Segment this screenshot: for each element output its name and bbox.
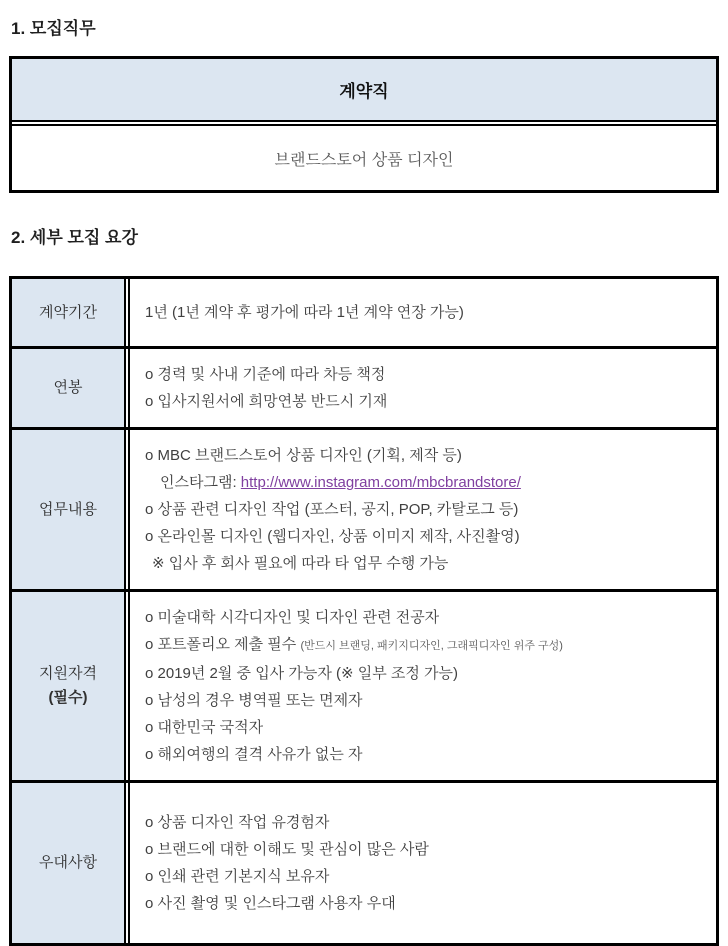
row-label-text: 연봉: [53, 379, 83, 396]
row-label-text: 업무내용: [39, 500, 97, 518]
table-row: [12, 783, 716, 943]
row-label-text: 지원자격: [39, 665, 97, 682]
content-line: [145, 809, 706, 836]
row-label-text: 계약기간: [39, 303, 97, 321]
content-text: o 상품 관련 디자인 작업 (포스터, 공지, POP, 카탈로그 등): [145, 501, 519, 518]
section2-heading: [11, 223, 719, 248]
row-content: [130, 430, 716, 589]
section2-number: 2.: [11, 228, 26, 247]
row-content: [130, 783, 716, 943]
position-table: [9, 56, 719, 193]
content-line: [145, 442, 706, 469]
content-text: o 미술대학 시각디자인 및 디자인 관련 전공자: [145, 609, 440, 626]
content-line: [145, 741, 706, 768]
content-text: o 해외여행의 결격 사유가 없는 자: [145, 746, 363, 763]
content-text: o 상품 디자인 작업 유경험자: [145, 814, 330, 831]
content-text: o 경력 및 사내 기준에 따라 차등 책정: [145, 366, 386, 383]
table-row: [12, 592, 716, 783]
content-line: [145, 604, 706, 631]
table-row: [12, 279, 716, 349]
content-text: o 브랜드에 대한 이해도 및 관심이 많은 사람: [145, 841, 429, 858]
section2-title: 세부 모집 요강: [29, 228, 138, 247]
row-label: [12, 592, 130, 780]
row-content: [130, 279, 716, 346]
section1-number: 1.: [11, 19, 26, 38]
content-text: ※ 입사 후 회사 필요에 따라 타 업무 수행 가능: [152, 555, 449, 572]
content-line: [145, 388, 706, 415]
row-content: [130, 592, 716, 780]
content-text: o MBC 브랜드스토어 상품 디자인 (기획, 제작 등): [145, 447, 462, 464]
content-text: o 입사지원서에 희망연봉 반드시 기재: [145, 393, 388, 410]
content-text: o 대한민국 국적자: [145, 719, 264, 736]
row-content: [130, 349, 716, 427]
note-text: (반드시 브랜딩, 패키지디자인, 그래픽디자인 위주 구성): [300, 640, 563, 652]
content-text: o 2019년 2월 중 입사 가능자 (※ 일부 조정 가능): [145, 665, 458, 682]
content-line: [145, 714, 706, 741]
content-line: [145, 361, 706, 388]
content-line: [145, 299, 706, 326]
instagram-link[interactable]: http://www.instagram.com/mbcbrandstore/: [240, 474, 521, 491]
section1-heading: [11, 14, 719, 39]
row-label: [12, 430, 130, 589]
section1-title: 모집직무: [29, 19, 96, 38]
content-line: [145, 863, 706, 890]
row-label-text: 우대사항: [39, 854, 97, 871]
content-line: [145, 523, 706, 550]
content-line: [145, 550, 706, 577]
content-text: 1년 (1년 계약 후 평가에 따라 1년 계약 연장 가능): [145, 304, 464, 321]
position-name-cell: 브랜드스토어 상품 디자인: [274, 151, 454, 169]
row-label: [12, 783, 130, 943]
content-line: [145, 890, 706, 917]
row-label: [12, 349, 130, 427]
table-row: [12, 430, 716, 592]
document: [9, 14, 719, 946]
content-line: [145, 687, 706, 714]
content-text: 인스타그램:: [160, 474, 241, 491]
content-text: o 온라인몰 디자인 (웹디자인, 상품 이미지 제작, 사진촬영): [145, 528, 520, 545]
content-text: o 포트폴리오 제출 필수: [145, 636, 301, 653]
table-row: [12, 349, 716, 430]
content-line: [145, 660, 706, 687]
row-label-subtext: (필수): [48, 689, 88, 706]
position-type-header: 계약직: [12, 59, 716, 126]
content-text: o 인쇄 관련 기본지식 보유자: [145, 868, 330, 885]
content-line: [145, 631, 706, 660]
content-text: o 사진 촬영 및 인스타그램 사용자 우대: [145, 895, 396, 912]
content-line: [145, 496, 706, 523]
row-label: [12, 279, 130, 346]
content-line: [145, 836, 706, 863]
content-line: [145, 469, 706, 496]
details-table: [9, 276, 719, 946]
content-text: o 남성의 경우 병역필 또는 면제자: [145, 692, 363, 709]
